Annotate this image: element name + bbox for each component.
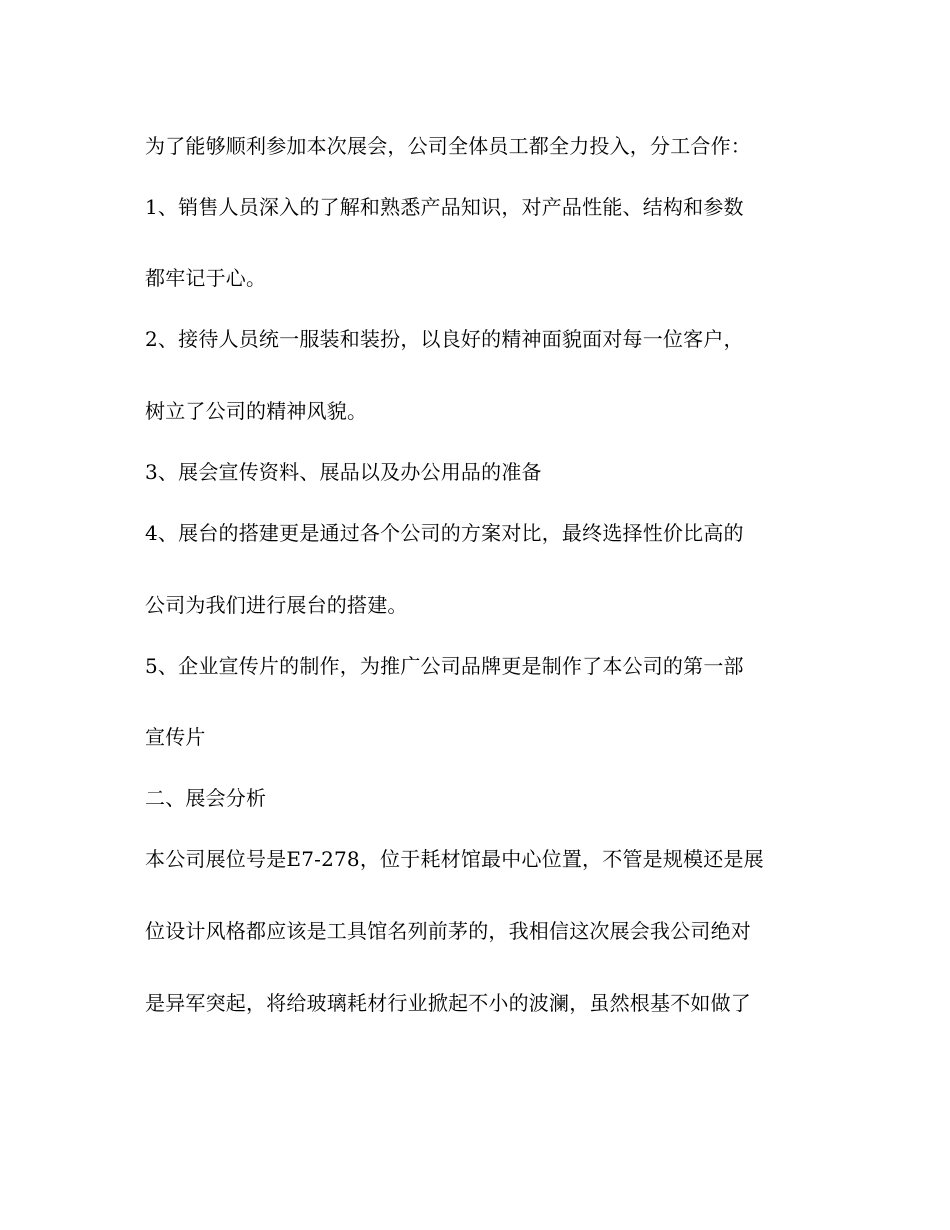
text-line-item-5: 5、企业宣传片的制作，为推广公司品牌更是制作了本公司的第一部 bbox=[145, 654, 744, 678]
text-line-analysis-3: 是异军突起，将给玻璃耗材行业掀起不小的波澜，虽然根基不如做了 bbox=[145, 991, 751, 1015]
text-line-item-3: 3、展会宣传资料、展品以及办公用品的准备 bbox=[145, 460, 542, 484]
text-line-analysis-1: 本公司展位号是E7-278，位于耗材馆最中心位置，不管是规模还是展 bbox=[145, 847, 764, 871]
text-line-item-1-cont: 都牢记于心。 bbox=[145, 266, 267, 290]
text-line-analysis-2: 位设计风格都应该是工具馆名列前茅的，我相信这次展会我公司绝对 bbox=[145, 919, 751, 943]
text-line-item-1: 1、销售人员深入的了解和熟悉产品知识，对产品性能、结构和参数 bbox=[145, 195, 744, 219]
text-line-item-2-cont: 树立了公司的精神风貌。 bbox=[145, 399, 368, 423]
text-line-item-4: 4、展台的搭建更是通过各个公司的方案对比，最终选择性价比高的 bbox=[145, 521, 744, 545]
section-heading-analysis: 二、展会分析 bbox=[145, 786, 267, 810]
text-line-item-5-cont: 宣传片 bbox=[145, 725, 206, 749]
text-line-item-2: 2、接待人员统一服装和装扮，以良好的精神面貌面对每一位客户， bbox=[145, 327, 744, 351]
text-line-item-4-cont: 公司为我们进行展台的搭建。 bbox=[145, 593, 408, 617]
text-line-intro: 为了能够顺利参加本次展会，公司全体员工都全力投入，分工合作： bbox=[145, 134, 751, 158]
